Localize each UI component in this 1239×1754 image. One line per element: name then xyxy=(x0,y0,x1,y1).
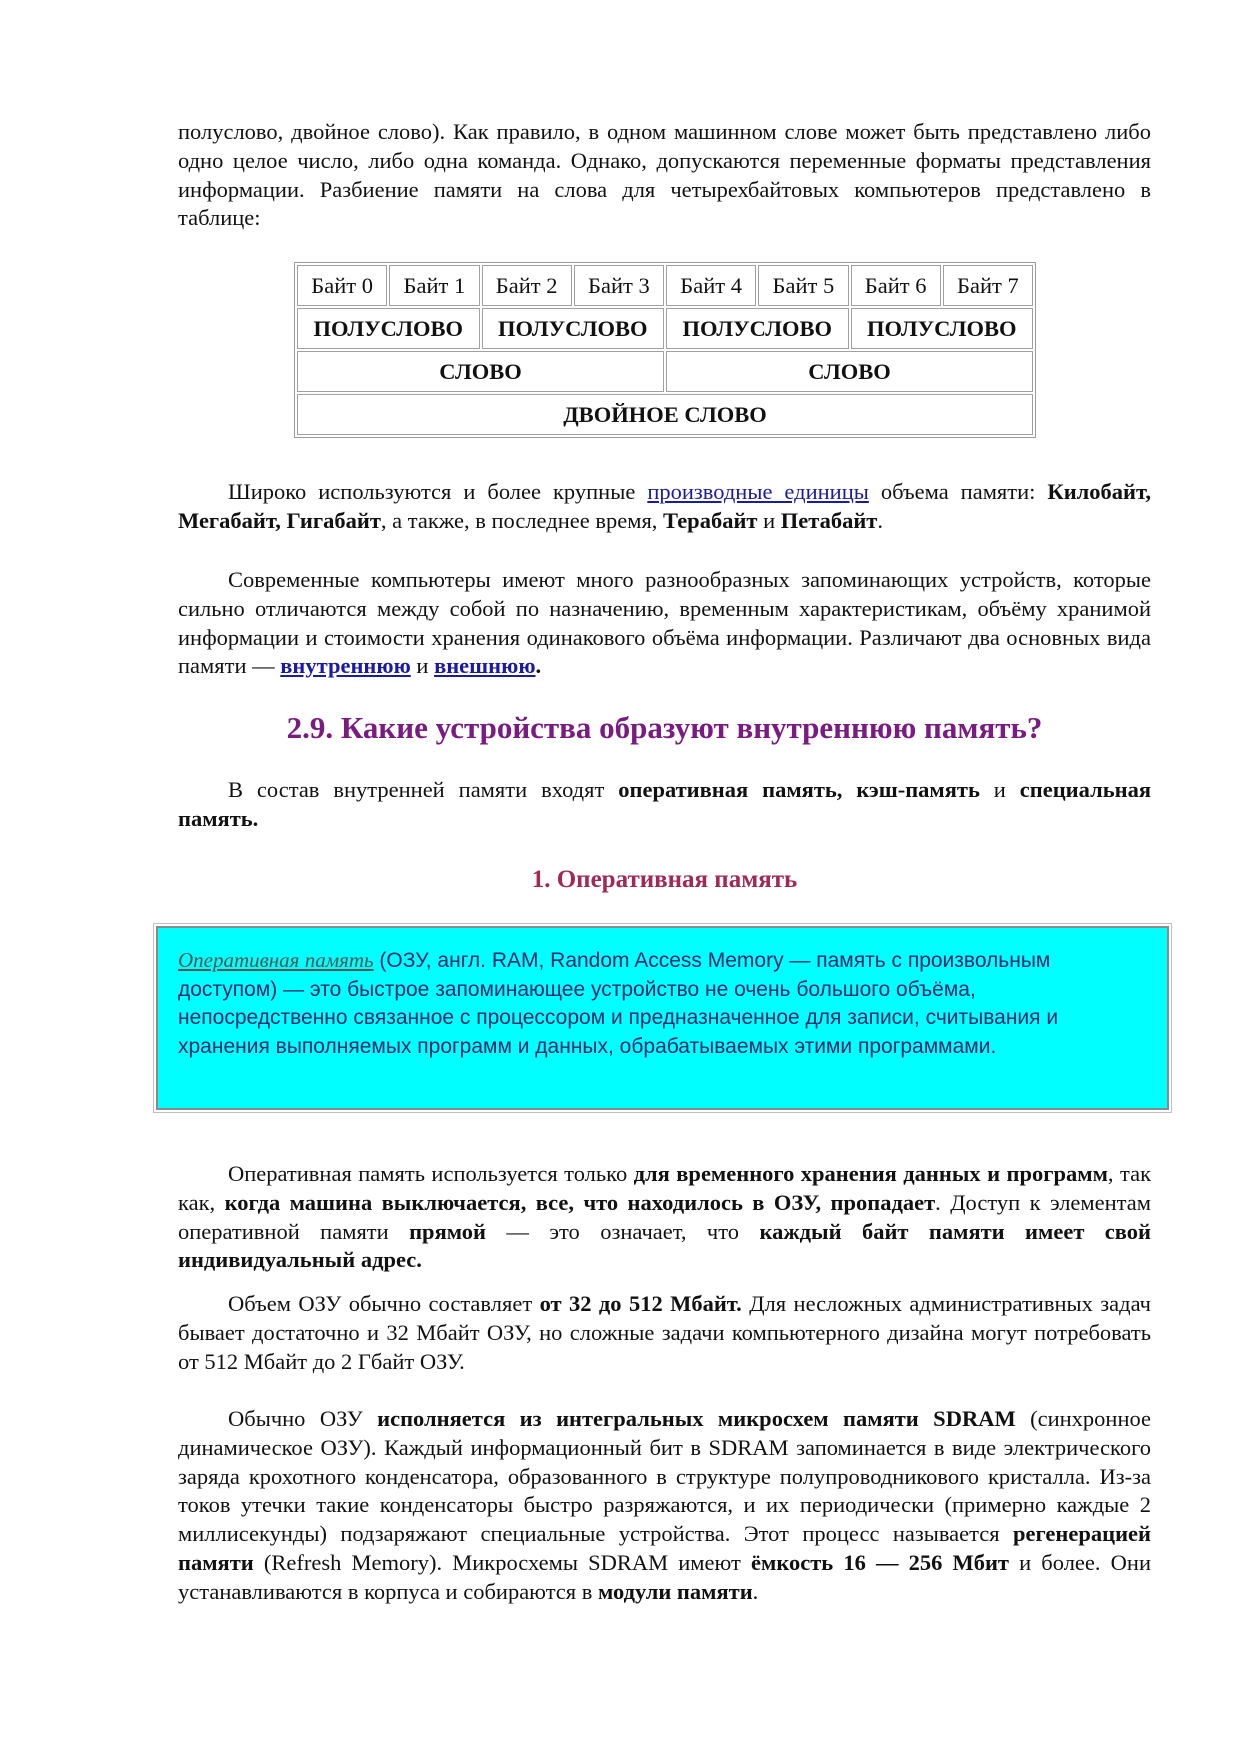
table-cell-byte: Байт 0 xyxy=(297,265,387,306)
table-cell-byte: Байт 2 xyxy=(482,265,572,306)
table-cell-word: СЛОВО xyxy=(297,351,664,392)
text-span: . xyxy=(752,1578,759,1604)
table-cell-word: СЛОВО xyxy=(666,351,1033,392)
text-span: (Refresh Memory). Микросхемы SDRAM имеют xyxy=(253,1549,752,1575)
bold-span: модули памяти xyxy=(598,1578,753,1604)
bold-petabyte: Петабайт xyxy=(780,507,878,533)
bold-span: когда машина выключается, все, что находилось в ОЗУ, пропадает xyxy=(224,1189,936,1215)
bold-span: исполняется из интегральных микросхем памяти SDRAM xyxy=(377,1406,1016,1431)
definition-text xyxy=(178,946,1147,1061)
text-span: . xyxy=(535,653,542,679)
table-row-words xyxy=(297,351,1033,392)
text-span: Современные компьютеры имеют много разнообразных запоминающих устройств, которые сильно отличаются между собой по назначению, временным характеристикам, объёму хранимой информации и стоимости хранения одинакового объёма информации. Различают два основных вида памяти — xyxy=(178,567,1151,679)
table-cell-dword: ДВОЙНОЕ СЛОВО xyxy=(297,394,1033,435)
bold-units: Килобайт, Мегабайт, Гигабайт xyxy=(178,479,1151,533)
paragraph-sdram xyxy=(178,1405,1151,1607)
text-span: (синхронное динамическое ОЗУ). Каждый информационный бит в SDRAM запоминается в виде электрического заряда крохотного конденсатора, образованного в структуре полупроводникового кристалла. Из-за токов утечки такие конденсаторы быстро разряжаются, и их периодически (примерно каждые 2 миллисекунды) подзаряжают специальные устройства. Этот процесс называется xyxy=(178,1406,1152,1547)
text-span: , а также, в последнее время, xyxy=(380,507,664,533)
text-span: Обычно ОЗУ xyxy=(228,1406,378,1431)
link-external-memory[interactable]: внешнюю xyxy=(434,653,536,679)
definition-box xyxy=(156,926,1169,1110)
table-row-dword xyxy=(297,394,1033,435)
paragraph-memory-types xyxy=(178,566,1151,681)
bold-span: прямой xyxy=(409,1218,486,1244)
section-heading: 2.9. Какие устройства образуют внутреннюю память? xyxy=(286,710,1043,745)
text-span: Широко используются и более крупные xyxy=(228,479,648,504)
document-page xyxy=(178,118,1152,1604)
text-span: В состав внутренней памяти входят xyxy=(228,777,619,802)
subsection-heading: 1. Оперативная память xyxy=(531,866,798,893)
text-span: и xyxy=(757,507,781,533)
paragraph-ram-size xyxy=(178,1290,1151,1376)
table-cell-byte: Байт 5 xyxy=(758,265,848,306)
paragraph-word-intro: полуслово, двойное слово). Как правило, в одном машинном слове может быть представлено либо одно целое число, либо одна команда. Однако, допускаются переменные форматы представления информации. Разбиение памяти на слова для четырехбайтовых компьютеров представлено в таблице: xyxy=(178,119,1151,231)
text-span: Объем ОЗУ обычно составляет xyxy=(228,1291,540,1316)
table-row-halfwords xyxy=(297,308,1033,349)
text-span: Оперативная память используется только xyxy=(228,1161,634,1186)
table-cell-halfword: ПОЛУСЛОВО xyxy=(851,308,1034,349)
link-ram[interactable]: Оперативная память xyxy=(178,948,374,972)
table-cell-byte: Байт 6 xyxy=(851,265,941,306)
bold-span: каждый байт памяти имеет свой индивидуальный адрес. xyxy=(178,1218,1151,1273)
bold-terabyte: Терабайт xyxy=(663,507,758,533)
text-span: . xyxy=(877,507,883,533)
text-span: , так как, xyxy=(178,1161,1152,1215)
table-cell-halfword: ПОЛУСЛОВО xyxy=(482,308,665,349)
paragraph-units xyxy=(178,478,1151,536)
bold-special-memory: специальная память. xyxy=(178,777,1152,831)
text-span: объема памяти: xyxy=(868,479,1048,504)
text-span: Для несложных административных задач бывает достаточно и 32 Мбайт ОЗУ, но сложные задачи компьютерного дизайна могут потребовать от 512 Мбайт до 2 Гбайт ОЗУ. xyxy=(178,1291,1151,1374)
table-cell-byte: Байт 7 xyxy=(943,265,1033,306)
table-cell-byte: Байт 4 xyxy=(666,265,756,306)
bold-span: от 32 до 512 Мбайт. xyxy=(539,1291,742,1316)
paragraph-internal-memory xyxy=(178,776,1151,834)
paragraph-ram-usage xyxy=(178,1160,1151,1275)
bold-span: для временного хранения данных и программ xyxy=(633,1161,1108,1186)
table-cell-halfword: ПОЛУСЛОВО xyxy=(297,308,480,349)
memory-word-table xyxy=(294,262,1036,438)
bold-span: ёмкость 16 — 256 Мбит xyxy=(751,1549,1009,1575)
text-span: и xyxy=(410,653,435,679)
table-cell-byte: Байт 1 xyxy=(389,265,479,306)
table-cell-byte: Байт 3 xyxy=(574,265,664,306)
link-derived-units[interactable]: производные единицы xyxy=(647,479,869,504)
table-row-bytes xyxy=(297,265,1033,306)
text-span: — это означает, что xyxy=(486,1218,760,1244)
table-cell-halfword: ПОЛУСЛОВО xyxy=(666,308,849,349)
text-span: (ОЗУ, англ. RAM, Random Access Memory — память с произвольным доступом) — это быстрое запоминающее устройство не очень большого объёма, непосредственно связанное с процессором и предназначенное для записи, считывания и хранения выполняемых программ и данных, обрабатываемых этими программами. xyxy=(178,949,1059,1058)
bold-memory-types: оперативная память, кэш-память xyxy=(618,777,980,802)
bold-span: регенерацией памяти xyxy=(178,1521,1151,1575)
text-span: . Доступ к элементам оперативной памяти xyxy=(178,1189,1152,1244)
text-span: и xyxy=(979,777,1020,802)
text-span: и более. Они устанавливаются в корпуса и собираются в xyxy=(178,1549,1151,1604)
link-internal-memory[interactable]: внутреннюю xyxy=(280,653,411,679)
